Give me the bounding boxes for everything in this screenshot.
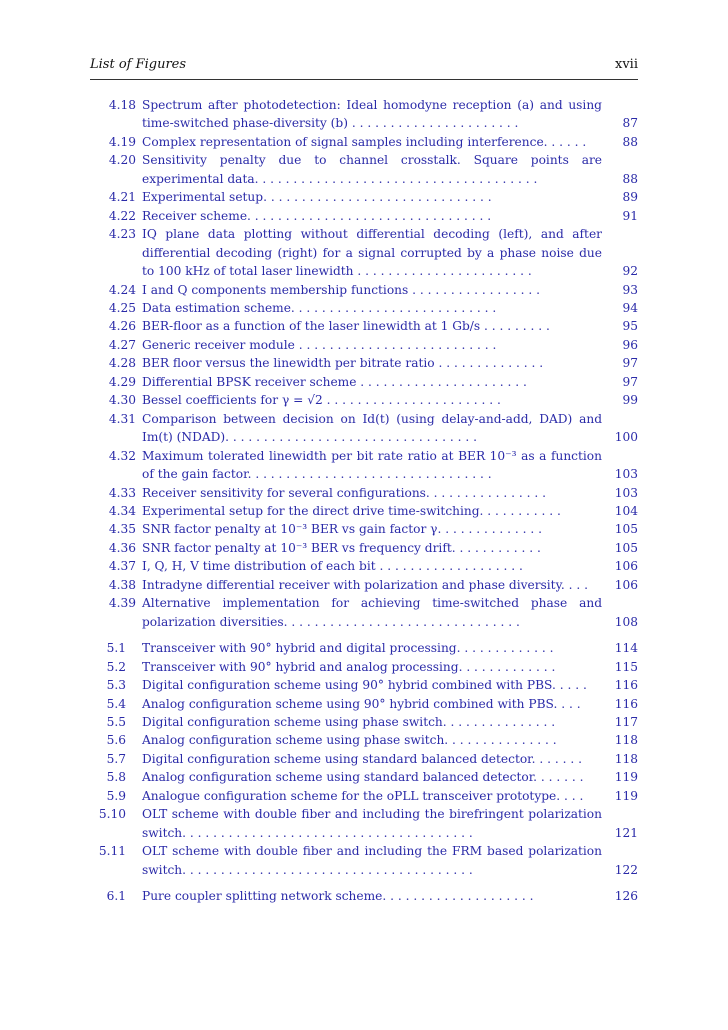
figure-page-number: 91 [622, 208, 638, 223]
figure-entry[interactable] [90, 207, 638, 225]
figure-entry[interactable] [90, 299, 638, 317]
figure-number: 4.38 [108, 577, 136, 592]
figure-entry[interactable] [90, 658, 638, 676]
figure-page-number: 95 [622, 319, 638, 334]
figure-entry[interactable] [90, 502, 638, 520]
figure-page-number: 126 [614, 889, 638, 904]
figure-entry[interactable] [90, 133, 638, 151]
figure-page-number: 116 [614, 696, 638, 711]
figure-number: 4.28 [108, 356, 136, 371]
figure-page-number: 99 [622, 393, 638, 408]
figure-number: 4.26 [108, 319, 136, 334]
figure-caption: Generic receiver module . . . . . . . . . . . . . . . . . . . . . . . . . . [142, 337, 497, 352]
figure-number: 5.5 [106, 714, 126, 729]
figure-number: 5.11 [98, 844, 126, 859]
figure-page-number: 106 [614, 577, 638, 592]
figure-number: 5.6 [106, 733, 126, 748]
header-title: List of Figures [90, 57, 187, 72]
figure-number: 4.35 [108, 522, 136, 537]
figure-number: 5.3 [106, 678, 126, 693]
figure-page-number: 114 [614, 641, 638, 656]
figure-page-number: 121 [614, 825, 638, 840]
figure-page-number: 118 [614, 751, 638, 766]
figure-number: 5.4 [106, 696, 126, 711]
figure-caption: Bessel coefficients for γ = √2 . . . . . . . . . . . . . . . . . . . . . . . [142, 393, 501, 408]
figure-entry[interactable] [90, 557, 638, 575]
figure-entry[interactable] [90, 317, 638, 335]
figure-page-number: 118 [614, 733, 638, 748]
figure-entry[interactable] [90, 768, 638, 786]
figure-entry[interactable] [90, 520, 638, 538]
figure-caption: Analog configuration scheme using standard balanced detector. . . . . . . [142, 770, 584, 785]
figure-entry[interactable] [90, 391, 638, 409]
running-header [90, 57, 638, 77]
figure-caption: Transceiver with 90° hybrid and digital processing. . . . . . . . . . . . . [142, 641, 554, 656]
figure-caption: Spectrum after photodetection: Ideal homodyne reception (a) and using time-switched phase-diversity (b) . . . . . . . . . . . . . . . . . . . . . . [142, 98, 602, 131]
figure-page-number: 104 [614, 503, 638, 518]
figure-entry[interactable] [90, 639, 638, 657]
figure-entry[interactable] [90, 447, 638, 484]
figure-caption: Receiver scheme. . . . . . . . . . . . . . . . . . . . . . . . . . . . . . . . [142, 208, 492, 223]
figure-caption: Receiver sensitivity for several configurations. . . . . . . . . . . . . . . . [142, 485, 547, 500]
figure-caption: I, Q, H, V time distribution of each bit . . . . . . . . . . . . . . . . . . . [142, 559, 523, 574]
figure-number: 4.20 [108, 153, 136, 168]
figure-number: 4.31 [108, 411, 136, 426]
figure-page-number: 89 [622, 190, 638, 205]
figure-page-number: 116 [614, 678, 638, 693]
figure-entry[interactable] [90, 576, 638, 594]
figure-number: 4.19 [108, 134, 136, 149]
figure-number: 5.2 [106, 659, 126, 674]
figure-number: 6.1 [106, 889, 126, 904]
figure-page-number: 96 [622, 337, 638, 352]
figure-page-number: 87 [622, 116, 638, 131]
figure-caption: OLT scheme with double fiber and including the FRM based polarization switch. . . . . . . . . . . . . . . . . . . . . . . . . . . . . . . . . . . . . . [142, 844, 602, 877]
figure-entry[interactable] [90, 676, 638, 694]
figure-number: 4.23 [108, 227, 136, 242]
figure-number: 4.37 [108, 559, 136, 574]
figure-number: 4.25 [108, 300, 136, 315]
figure-entry[interactable] [90, 151, 638, 188]
figure-caption: Maximum tolerated linewidth per bit rate ratio at BER 10⁻³ as a function of the gain factor. . . . . . . . . . . . . . . . . . . . . . . . . . . . . . . . [142, 448, 602, 482]
list-of-figures [90, 96, 638, 905]
figure-caption: Comparison between decision on Id(t) (using delay-and-add, DAD) and Im(t) (NDAD). . . . . . . . . . . . . . . . . . . . . . . . . . . . . . . . . [142, 411, 602, 445]
figure-page-number: 106 [614, 559, 638, 574]
figure-caption: Data estimation scheme. . . . . . . . . . . . . . . . . . . . . . . . . . . [142, 300, 497, 315]
figure-caption: OLT scheme with double fiber and including the birefringent polarization switch. . . . . . . . . . . . . . . . . . . . . . . . . . . . . . . . . . . . . . [142, 807, 602, 840]
figure-page-number: 88 [622, 171, 638, 186]
figure-caption: Pure coupler splitting network scheme. . . . . . . . . . . . . . . . . . . . [142, 889, 534, 904]
figure-number: 5.1 [106, 641, 126, 656]
figure-caption: Intradyne differential receiver with polarization and phase diversity. . . . [142, 577, 588, 592]
figure-caption: SNR factor penalty at 10⁻³ BER vs gain factor γ. . . . . . . . . . . . . . [142, 522, 543, 537]
figure-caption: Analog configuration scheme using phase switch. . . . . . . . . . . . . . . [142, 733, 557, 748]
figure-entry[interactable] [90, 225, 638, 280]
figure-page-number: 103 [614, 485, 638, 500]
figure-caption: Experimental setup for the direct drive time-switching. . . . . . . . . . . [142, 503, 561, 518]
figure-page-number: 119 [614, 788, 638, 803]
figure-number: 4.39 [108, 596, 136, 611]
figure-entry[interactable] [90, 281, 638, 299]
figure-number: 4.32 [108, 448, 136, 463]
figure-entry[interactable] [90, 336, 638, 354]
figure-page-number: 105 [614, 540, 638, 555]
figure-entry[interactable] [90, 484, 638, 502]
figure-page-number: 105 [614, 522, 638, 537]
figure-number: 4.30 [108, 393, 136, 408]
figure-page-number: 92 [622, 264, 638, 279]
figure-entry[interactable] [90, 539, 638, 557]
figure-caption: Experimental setup. . . . . . . . . . . . . . . . . . . . . . . . . . . . . . [142, 190, 492, 205]
figure-page-number: 97 [622, 356, 638, 371]
figure-entry[interactable] [90, 354, 638, 372]
figure-caption: Transceiver with 90° hybrid and analog processing. . . . . . . . . . . . . [142, 659, 556, 674]
figure-page-number: 117 [614, 714, 638, 729]
figure-number: 4.21 [108, 190, 136, 205]
figure-entry[interactable] [90, 373, 638, 391]
figure-entry[interactable] [90, 594, 638, 631]
figure-number: 5.9 [106, 788, 126, 803]
figure-page-number: 88 [622, 134, 638, 149]
figure-number: 5.7 [106, 751, 126, 766]
figure-entry[interactable] [90, 750, 638, 768]
figure-page-number: 103 [614, 467, 638, 482]
figure-number: 4.29 [108, 374, 136, 389]
figure-number: 4.36 [108, 540, 136, 555]
figure-entry[interactable] [90, 842, 638, 879]
figure-caption: Digital configuration scheme using phase switch. . . . . . . . . . . . . . . [142, 714, 556, 729]
figure-number: 4.24 [108, 282, 136, 297]
figure-number: 5.8 [106, 770, 126, 785]
figure-caption: Sensitivity penalty due to channel crosstalk. Square points are experimental data. . . . . . . . . . . . . . . . . . . . . . . . . . . . . . . . . . . . . [142, 153, 602, 186]
figure-entry[interactable] [90, 805, 638, 842]
figure-page-number: 93 [622, 282, 638, 297]
figure-number: 5.10 [98, 807, 126, 822]
figure-page-number: 100 [614, 430, 638, 445]
figure-caption: Differential BPSK receiver scheme . . . . . . . . . . . . . . . . . . . . . . [142, 374, 527, 389]
figure-caption: Complex representation of signal samples including interference. . . . . . [142, 134, 587, 149]
figure-caption: Alternative implementation for achieving time-switched phase and polarization diversities. . . . . . . . . . . . . . . . . . . . . . . . . . . . . . . [142, 596, 602, 629]
figure-page-number: 108 [614, 614, 638, 629]
figure-entry[interactable] [90, 731, 638, 749]
figure-caption: SNR factor penalty at 10⁻³ BER vs frequency drift. . . . . . . . . . . . [142, 540, 541, 555]
figure-caption: Digital configuration scheme using standard balanced detector. . . . . . . [142, 751, 583, 766]
figure-caption: BER-floor as a function of the laser linewidth at 1 Gb/s . . . . . . . . . [142, 319, 550, 334]
figure-number: 4.33 [108, 485, 136, 500]
figure-entry[interactable] [90, 410, 638, 447]
figure-entry[interactable] [90, 713, 638, 731]
figure-caption: Analogue configuration scheme for the oPLL transceiver prototype. . . . [142, 788, 584, 803]
figure-entry[interactable] [90, 188, 638, 206]
figure-page-number: 97 [622, 374, 638, 389]
figure-caption: Digital configuration scheme using 90° hybrid combined with PBS. . . . . [142, 678, 587, 693]
header-rule [90, 79, 638, 80]
figure-page-number: 115 [614, 659, 638, 674]
figure-caption: Analog configuration scheme using 90° hybrid combined with PBS. . . . [142, 696, 581, 711]
figure-number: 4.22 [108, 208, 136, 223]
figure-number: 4.27 [108, 337, 136, 352]
figure-entry[interactable] [90, 887, 638, 905]
figure-caption: I and Q components membership functions . . . . . . . . . . . . . . . . . [142, 282, 540, 297]
figure-entry[interactable] [90, 96, 638, 133]
figure-entry[interactable] [90, 695, 638, 713]
figure-caption: BER floor versus the linewidth per bitrate ratio . . . . . . . . . . . . . . [142, 356, 544, 371]
figure-page-number: 94 [622, 300, 638, 315]
figure-page-number: 122 [614, 862, 638, 877]
figure-number: 4.34 [108, 503, 136, 518]
figure-entry[interactable] [90, 787, 638, 805]
figure-number: 4.18 [108, 98, 136, 112]
figure-page-number: 119 [614, 770, 638, 785]
figure-caption: IQ plane data plotting without differential decoding (left), and after differential decoding (right) for a signal corrupted by a phase noise due to 100 kHz of total laser linewidth . . . . . . . . . . . . . . . . . . . . . . . [142, 227, 602, 279]
header-page-number: xvii [615, 57, 638, 72]
